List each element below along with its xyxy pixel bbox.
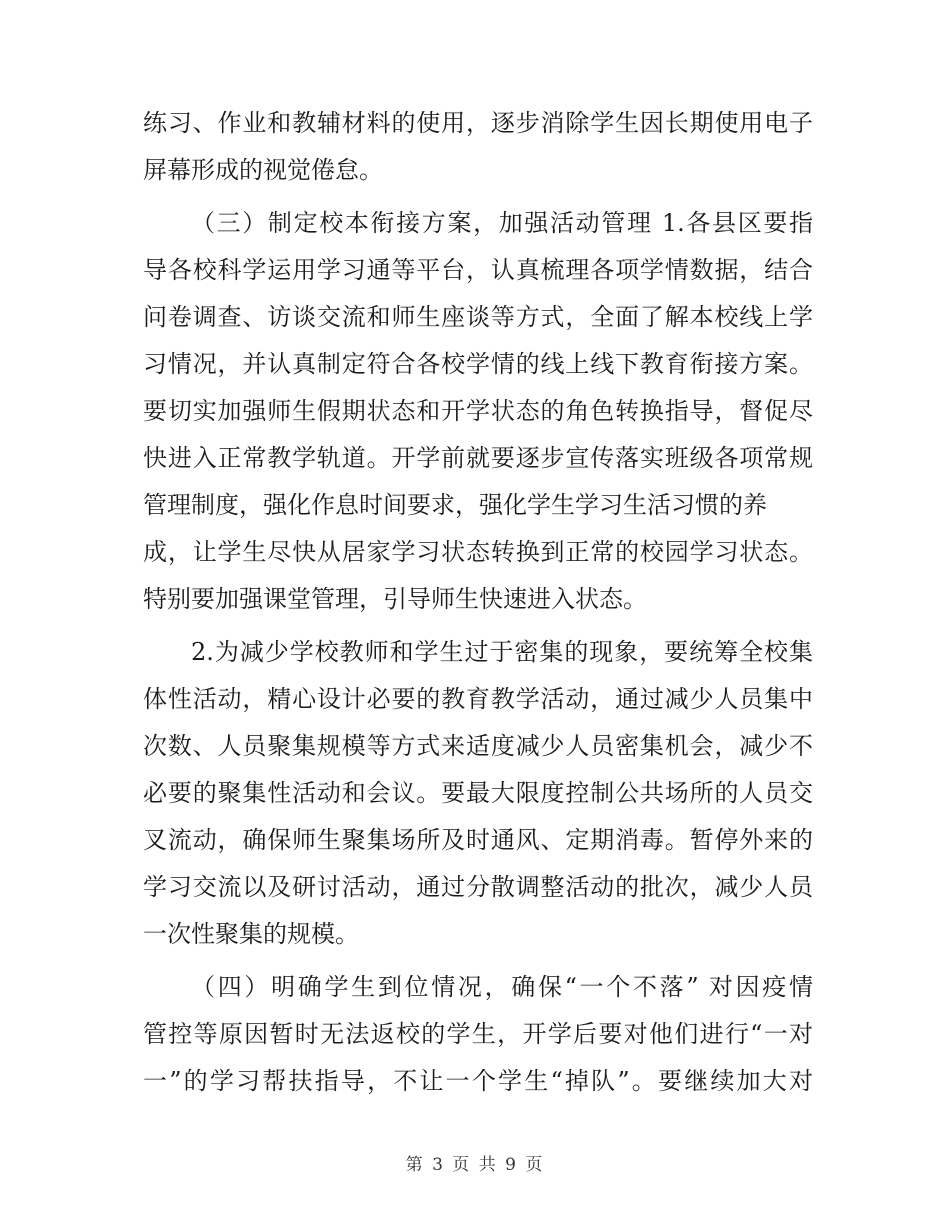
- text-line: 要切实加强师生假期状态和开学状态的角色转换指导，督促尽: [143, 397, 813, 425]
- text-line: 快进入正常教学轨道。开学前就要逐步宣传落实班级各项常规: [143, 444, 813, 472]
- text-line: 次数、人员聚集规模等方式来适度减少人员密集机会，减少不: [143, 732, 813, 760]
- text-line: 成，让学生尽快从居家学习状态转换到正常的校园学习状态。: [143, 538, 813, 566]
- text-line: 问卷调查、访谈交流和师生座谈等方式，全面了解本校线上学: [143, 303, 813, 331]
- text-line: 导各校科学运用学习通等平台，认真梳理各项学情数据，结合: [143, 256, 813, 284]
- section-heading-line: （四）明确学生到位情况，确保“一个不落” 对因疫情: [191, 973, 813, 1001]
- text-line: 一”的学习帮扶指导，不让一个学生“掉队”。要继续加大对: [143, 1067, 813, 1095]
- text-line: 学习交流以及研讨活动，通过分散调整活动的批次，减少人员: [143, 873, 813, 901]
- page-number-footer: 第 3 页 共 9 页: [405, 1155, 545, 1175]
- document-body: [143, 100, 813, 1105]
- text-line: 2.为减少学校教师和学生过于密集的现象，要统筹全校集: [191, 638, 813, 666]
- text-line: 特别要加强课堂管理，引导师生快速进入状态。: [143, 585, 647, 613]
- text-line: 体性活动，精心设计必要的教育教学活动，通过减少人员集中: [143, 685, 813, 713]
- text-line: 习情况，并认真制定符合各校学情的线上线下教育衔接方案。: [143, 350, 813, 378]
- section-heading-line: （三）制定校本衔接方案，加强活动管理 1.各县区要指: [191, 209, 813, 237]
- text-line: 屏幕形成的视觉倦怠。: [143, 156, 383, 184]
- text-line: 必要的聚集性活动和会议。要最大限度控制公共场所的人员交: [143, 779, 813, 807]
- text-line: 练习、作业和教辅材料的使用，逐步消除学生因长期使用电子: [143, 109, 813, 137]
- text-line: 管控等原因暂时无法返校的学生，开学后要对他们进行“一对: [143, 1020, 813, 1048]
- text-line: 叉流动，确保师生聚集场所及时通风、定期消毒。暂停外来的: [143, 826, 813, 854]
- text-line: 一次性聚集的规模。: [143, 920, 359, 948]
- text-line: 管理制度，强化作息时间要求，强化学生学习生活习惯的养: [143, 491, 767, 519]
